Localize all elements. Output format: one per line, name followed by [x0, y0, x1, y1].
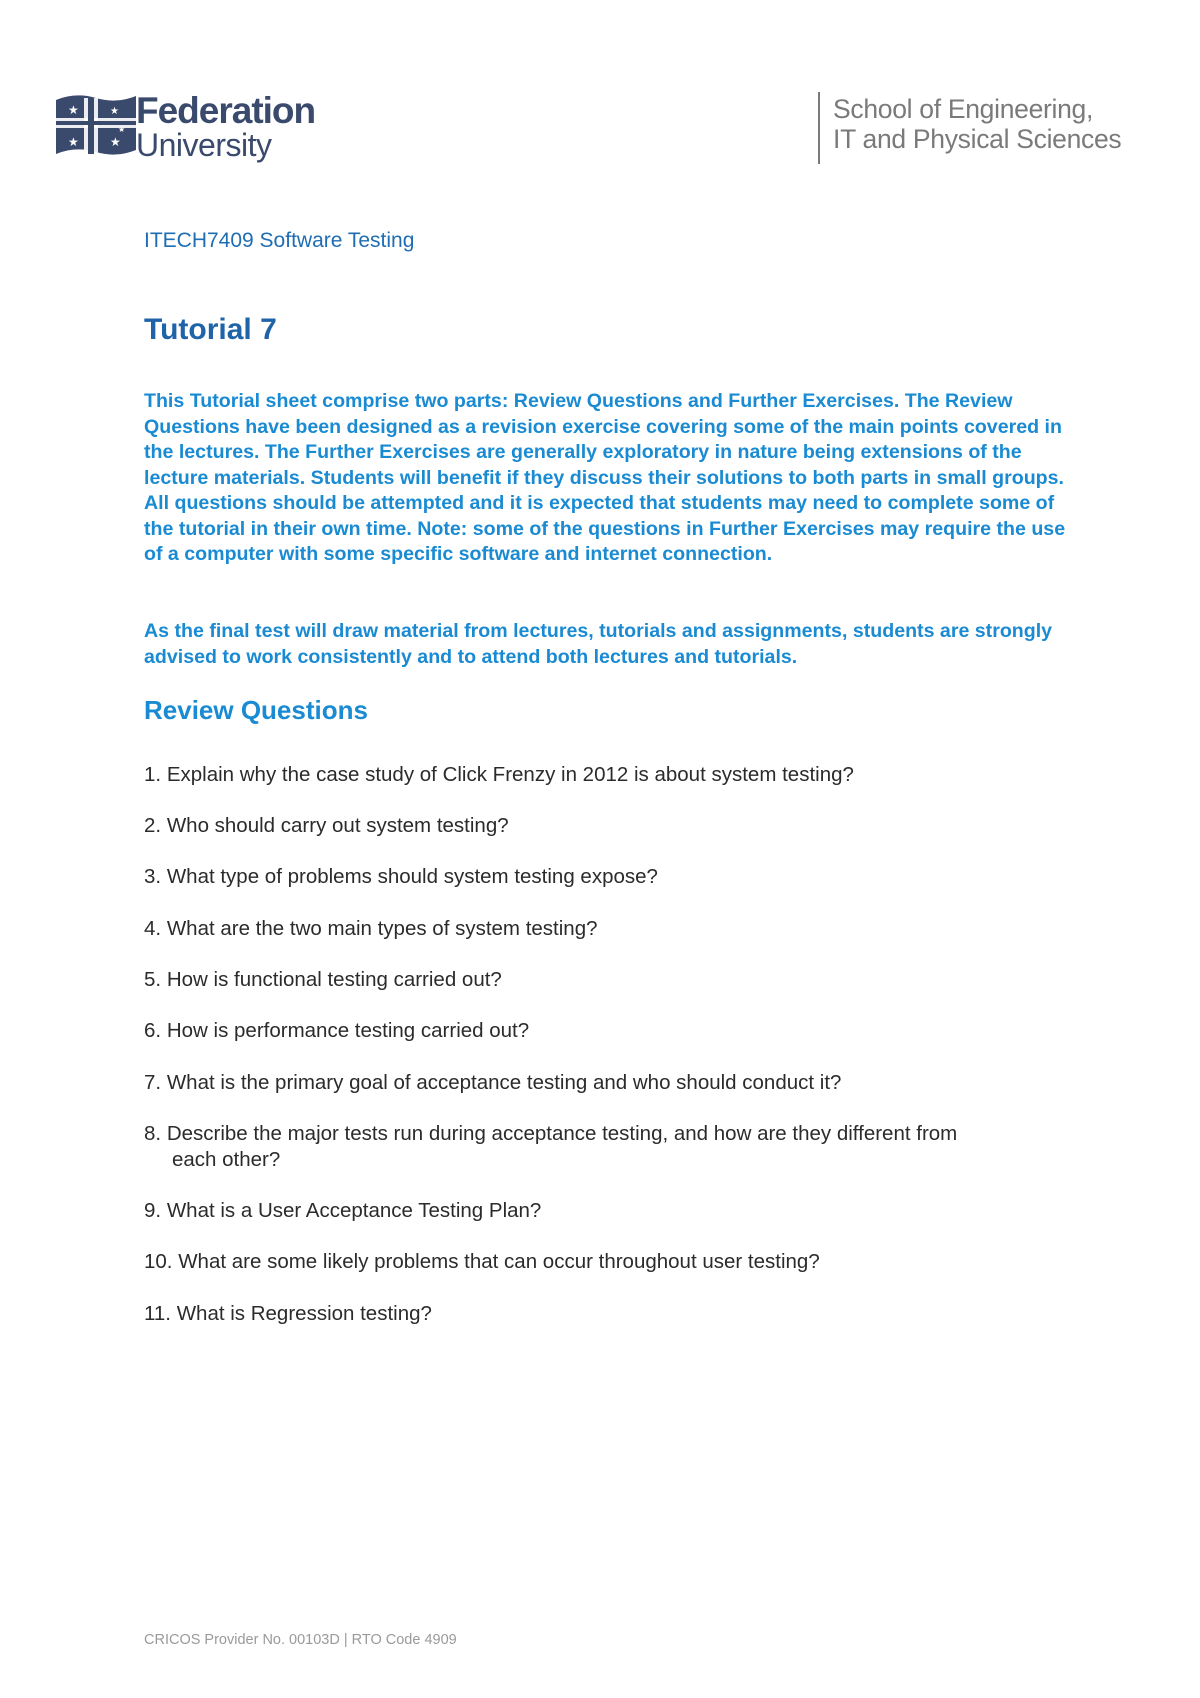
- flag-emblem-icon: [56, 92, 138, 158]
- advice-paragraph: As the final test will draw material from lectures, tutorials and assignments, students are strongly advised to work consistently and to attend both lectures and tutorials.: [144, 620, 1053, 668]
- question-number: 1.: [144, 763, 162, 786]
- question-item: [144, 864, 1074, 890]
- question-text: What are the two main types of system testing?: [166, 917, 598, 940]
- question-number: 4.: [144, 917, 162, 940]
- intro-paragraph: This Tutorial sheet comprise two parts: Review Questions and Further Exercises. The Review Questions have been designed as a revision exercise covering some of the main points covered in the lectures. The Further Exercises are generally exploratory in nature being extensions of the lecture materials. Students will benefit if they discuss their solutions to both parts in small groups. All questions should be attempted and it is expected that students may need to complete some of the tutorial in their own time. Note: some of the questions in Further Exercises may require the use of a computer with some specific software and internet connection.: [144, 390, 1066, 565]
- question-text: Explain why the case study of Click Frenzy in 2012 is about system testing?: [166, 763, 854, 786]
- question-number: 6.: [144, 1019, 162, 1042]
- question-number: 7.: [144, 1071, 162, 1094]
- svg-text:★: ★: [68, 103, 79, 117]
- svg-text:★: ★: [118, 125, 126, 134]
- question-number: 3.: [144, 865, 162, 888]
- svg-text:★: ★: [68, 135, 79, 149]
- school-name-line2: IT and Physical Sciences: [833, 124, 1122, 154]
- question-number: 8.: [144, 1122, 162, 1145]
- svg-text:★: ★: [110, 106, 119, 117]
- question-text-continued: each other?: [172, 1148, 281, 1171]
- question-text: How is functional testing carried out?: [166, 968, 502, 991]
- course-code: ITECH7409 Software Testing: [144, 229, 415, 252]
- question-item: [144, 1070, 1074, 1096]
- question-item: [144, 916, 1074, 942]
- question-number: 9.: [144, 1199, 162, 1222]
- school-name: [833, 94, 1121, 154]
- question-text: What is a User Acceptance Testing Plan?: [166, 1199, 542, 1222]
- question-number: 5.: [144, 968, 162, 991]
- question-item: [144, 1198, 1074, 1224]
- question-item: [144, 1018, 1074, 1044]
- question-number: 11.: [144, 1302, 171, 1325]
- logo-wordmark-line1: Federation: [136, 90, 316, 131]
- page-title: Tutorial 7: [144, 313, 277, 346]
- question-item: [144, 1301, 1074, 1327]
- question-item: [144, 1121, 1074, 1173]
- federation-university-logo: [56, 88, 356, 163]
- footer-text: CRICOS Provider No. 00103D | RTO Code 4909: [144, 1632, 457, 1648]
- section-title: Review Questions: [144, 695, 368, 725]
- question-text: What is the primary goal of acceptance testing and who should conduct it?: [166, 1071, 842, 1094]
- question-item: [144, 813, 1074, 839]
- question-text: What are some likely problems that can occur throughout user testing?: [178, 1250, 820, 1273]
- logo-wordmark-line2: University: [136, 127, 272, 163]
- question-item: [144, 762, 1074, 788]
- question-item: [144, 1249, 1074, 1275]
- question-text: What is Regression testing?: [176, 1302, 432, 1325]
- question-text: Who should carry out system testing?: [166, 814, 509, 837]
- header-divider: [818, 92, 820, 164]
- question-text: How is performance testing carried out?: [166, 1019, 530, 1042]
- question-text: What type of problems should system testing expose?: [166, 865, 658, 888]
- svg-text:★: ★: [110, 135, 121, 149]
- question-number: 2.: [144, 814, 162, 837]
- question-number: 10.: [144, 1250, 173, 1273]
- question-text: Describe the major tests run during acceptance testing, and how are they different from: [166, 1122, 958, 1145]
- school-name-line1: School of Engineering,: [833, 94, 1094, 124]
- question-item: [144, 967, 1074, 993]
